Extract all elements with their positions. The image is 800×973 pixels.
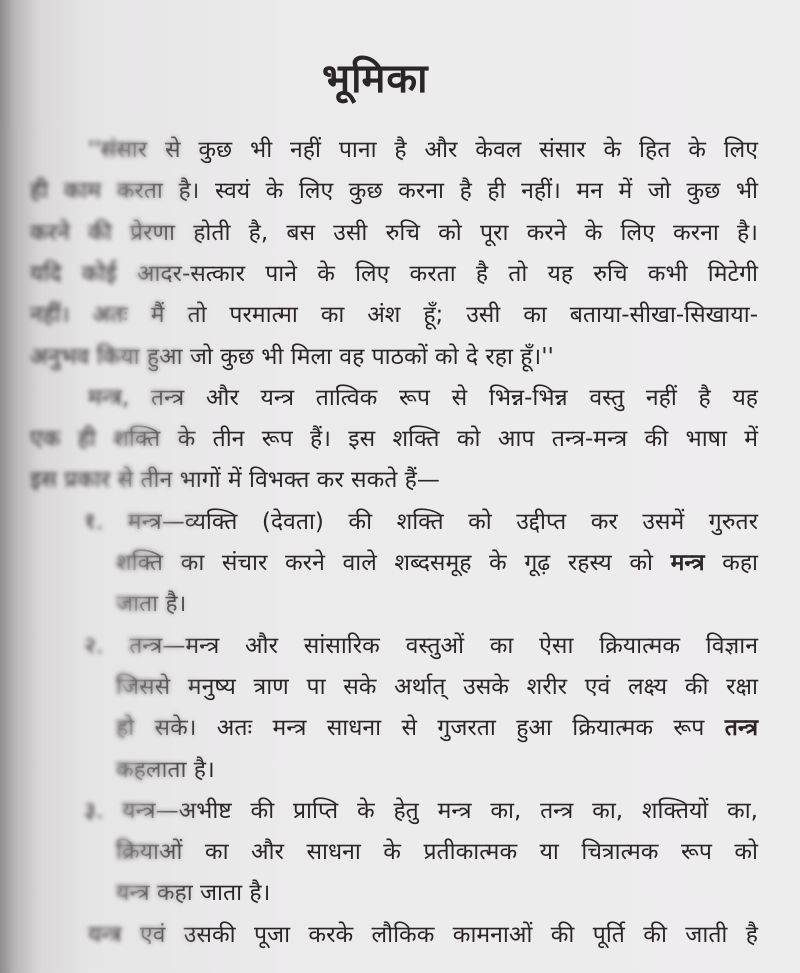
text-line: नहीं। अतः मैं तो परमात्मा का अंश हूँ; उसी का बताया-सीखा-सिखाया- [30, 302, 758, 329]
text-line: ''संसार से कुछ भी नहीं पाना है और केवल संसार के हित के लिए [88, 137, 758, 163]
text-line: अनुभव किया हुआ जो कुछ भी मिला वह पाठकों को दे रहा हूँ।'' [30, 343, 554, 370]
text-line: हो सके। अतः मन्त्र साधना से गुजरता हुआ क्रियात्मक रूप तन्त्र [116, 715, 759, 742]
page-title: भूमिका [322, 55, 429, 102]
text-line: १. मन्त्र—व्यक्ति (देवता) की शक्ति को उद्दीप्त कर उसमें गुरुतर [84, 508, 758, 535]
text-line: यन्त्र कहा जाता है। [116, 880, 271, 907]
text-line: कहलाता है। [116, 756, 215, 783]
text-line: यन्त्र एवं उसकी पूजा करके लौकिक कामनाओं की पूर्ति की जाती है [88, 921, 758, 948]
text-line: ही काम करता है। स्वयं के लिए कुछ करना है ही नहीं। मन में जो कुछ भी [30, 178, 758, 205]
text-line: शक्ति का संचार करने वाले शब्दसमूह के गूढ़ रहस्य को मन्त्र कहा [116, 550, 759, 576]
text-line: २. तन्त्र—मन्त्र और सांसारिक वस्तुओं का ऐसा क्रियात्मक विज्ञान [84, 632, 758, 659]
text-line: जाता है। [116, 591, 187, 618]
bold-term: तन्त्र [724, 715, 759, 742]
text-line: इस प्रकार से तीन भागों में विभक्त कर सकते हैं— [30, 467, 440, 494]
text-line: ३. यन्त्र—अभीष्ट की प्राप्ति के हेतु मन्त्र का, तन्त्र का, शक्तियों का, [84, 797, 758, 824]
text-line: क्रियाओं का और साधना के प्रतीकात्मक या चित्रात्मक रूप को [116, 839, 758, 866]
text-line: करने की प्रेरणा होती है, बस उसी रुचि को पूरा करने के लिए करना है। [30, 219, 758, 246]
text-line: यदि कोई आदर-सत्कार पाने के लिए करता है तो यह रुचि कभी मिटेगी [30, 260, 758, 287]
bold-term: मन्त्र [670, 550, 705, 576]
text-line: जिससे मनुष्य त्राण पा सके अर्थात् उसके शरीर एवं लक्ष्य की रक्षा [116, 673, 758, 700]
text-line: मन्त्र, तन्त्र और यन्त्र तात्विक रूप से भिन्न-भिन्न वस्तु नहीं है यह [88, 384, 758, 411]
text-line: एक ही शक्ति के तीन रूप हैं। इस शक्ति को आप तन्त्र-मन्त्र की भाषा में [30, 426, 758, 453]
